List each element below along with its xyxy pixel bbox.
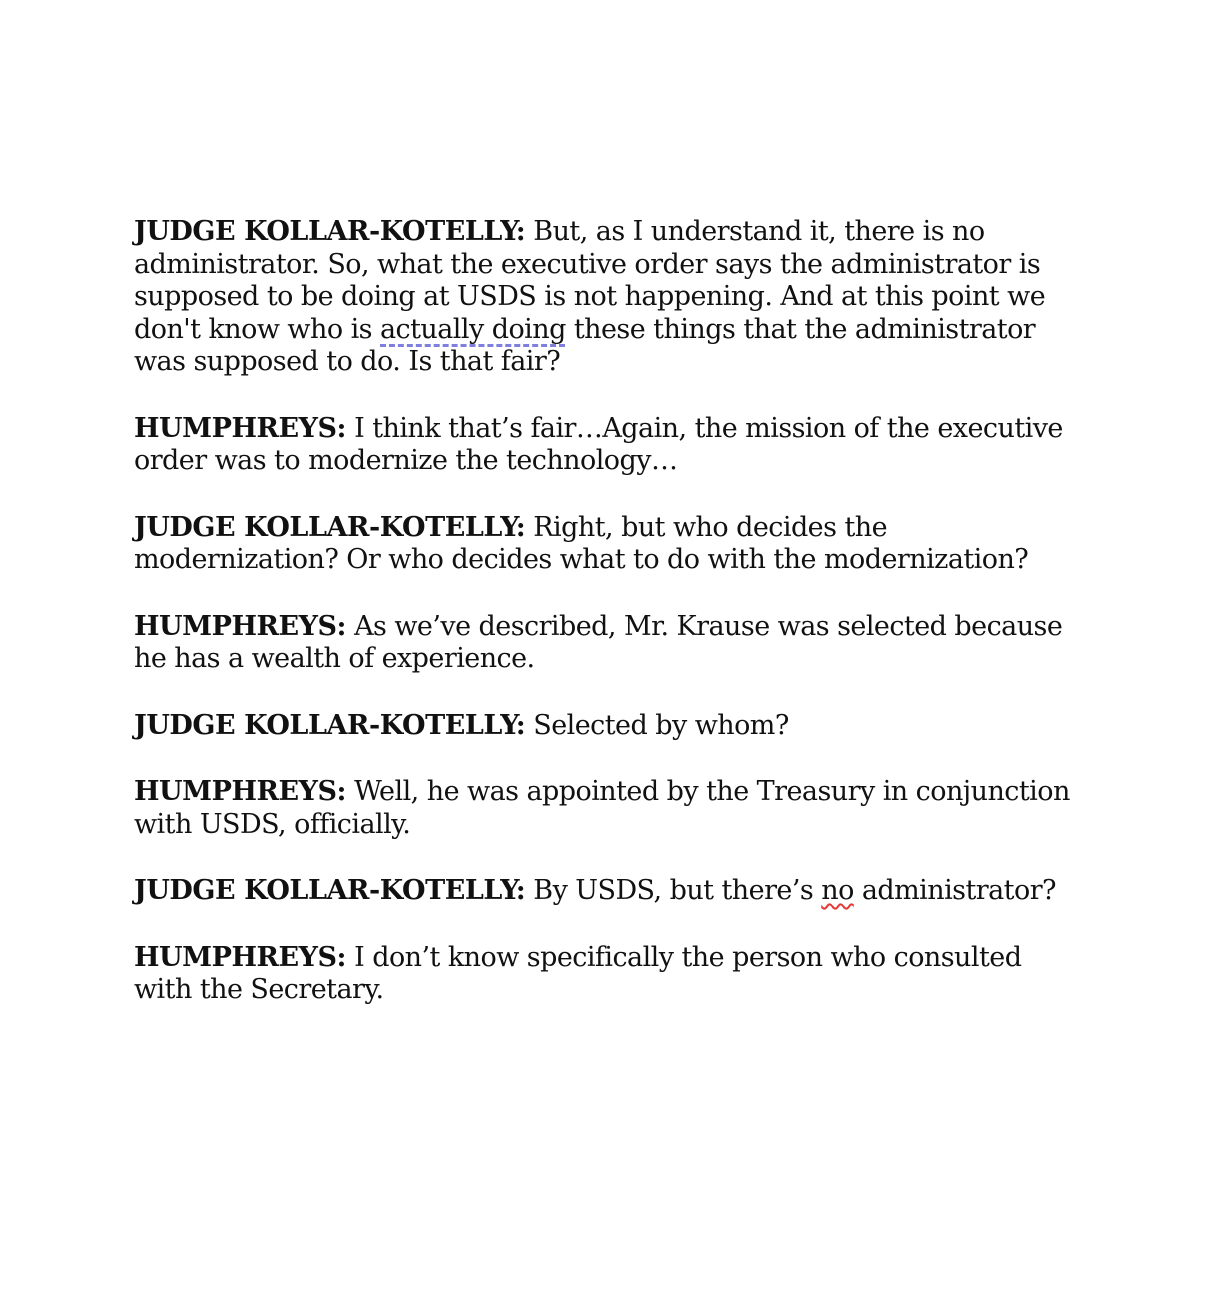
utterance-text: these things that the administrator was supposed to do. Is that fair? — [134, 313, 1036, 377]
exchange-5 — [134, 710, 1084, 743]
utterance-text: But, as I understand it, there is no administrator. So, what the executive order says the administrator is supposed to be doing at USDS is not happening. And at this point we don't know who is — [134, 216, 1046, 345]
grammar-suggestion-underline[interactable]: actually doing — [380, 313, 566, 345]
transcript — [134, 216, 1084, 1041]
utterance-text: Well, he was appointed by the Treasury in conjunction with USDS, officially. — [134, 776, 1070, 840]
utterance-text: I don’t know specifically the person who consulted with the Secretary. — [134, 941, 1022, 1005]
speaker-label: HUMPHREYS: — [134, 776, 347, 807]
utterance-text: By USDS, but there’s — [533, 875, 822, 906]
spelling-error-underline[interactable]: no — [821, 875, 854, 906]
speaker-label: JUDGE KOLLAR-KOTELLY: — [134, 216, 526, 247]
speaker-label: JUDGE KOLLAR-KOTELLY: — [134, 875, 526, 906]
speaker-label: HUMPHREYS: — [134, 941, 347, 973]
utterance-text: Right, but who decides the modernization? Or who decides what to do with the modernization? — [134, 511, 1029, 575]
speaker-label: HUMPHREYS: — [134, 610, 347, 642]
exchange-8 — [134, 942, 1084, 1007]
exchange-1 — [134, 216, 1084, 379]
utterance-text: As we’ve described, Mr. Krause was selected because he has a wealth of experience. — [134, 610, 1063, 674]
speaker-label: JUDGE KOLLAR-KOTELLY: — [134, 511, 526, 543]
speaker-label: JUDGE KOLLAR-KOTELLY: — [134, 709, 526, 741]
utterance-text: administrator? — [853, 875, 1056, 906]
exchange-2 — [134, 413, 1084, 478]
exchange-7 — [134, 875, 1084, 908]
exchange-3 — [134, 512, 1084, 577]
exchange-4 — [134, 611, 1084, 676]
exchange-6 — [134, 776, 1084, 841]
utterance-text: I think that’s fair…Again, the mission of the executive order was to modernize the technology… — [134, 412, 1063, 476]
speaker-label: HUMPHREYS: — [134, 412, 347, 444]
utterance-text: Selected by whom? — [533, 709, 789, 741]
